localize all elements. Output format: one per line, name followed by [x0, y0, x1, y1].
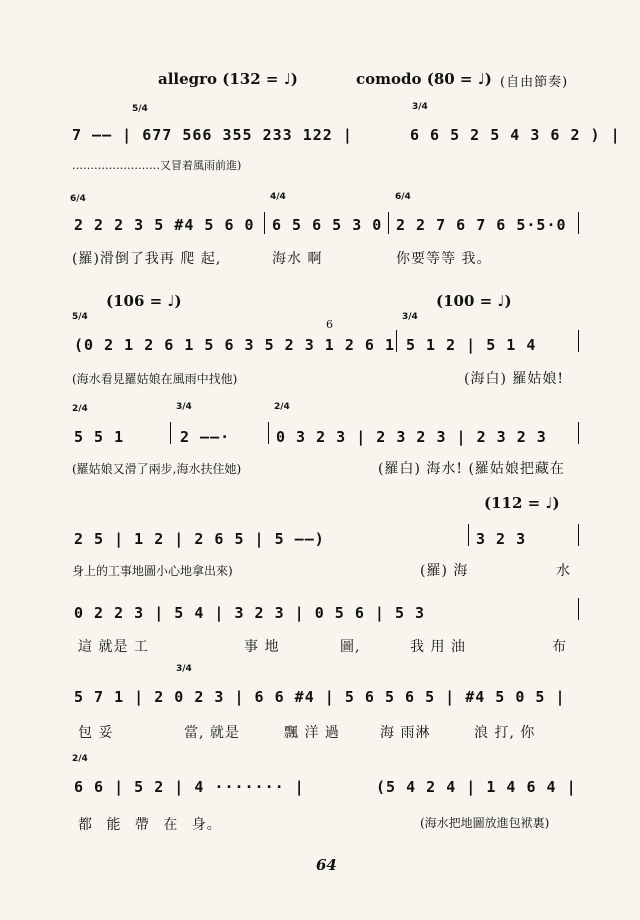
tempo-106: (106 = ♩): [106, 292, 182, 310]
notation-line-4a: 5 5 1: [74, 428, 125, 446]
time-signature: 3/4: [176, 402, 192, 412]
stage-direction-1: ……………………又冒着風雨前進): [72, 159, 242, 172]
bar-line: [264, 212, 265, 234]
lyric-line-6a: 這 就是 工: [78, 639, 149, 655]
notation-line-1b: 6 6 5 2 5 4 3 6 2 ) |: [410, 126, 621, 144]
notation-line-7: 5 7 1 | 2 0 2 3 | 6 6 #4 | 5 6 5 6 5 | #4 5 0 5 |: [74, 688, 566, 706]
lyric-line-5b: (羅) 海: [420, 563, 469, 579]
time-signature: 5/4: [132, 104, 148, 114]
lyric-line-2b: 海水 啊: [272, 251, 323, 267]
lyric-line-6e: 布: [552, 639, 567, 655]
lyric-line-6c: 圖,: [340, 639, 361, 655]
bar-line: [578, 212, 579, 234]
stage-direction-5: 身上的工事地圖小心地拿出來): [72, 564, 233, 578]
notation-line-2a: 2 2 2 3 5 #4 5 6 0: [74, 216, 255, 234]
time-signature: 3/4: [402, 312, 418, 322]
lyric-line-3b: (海白) 羅姑娘!: [464, 371, 564, 387]
time-signature: 4/4: [270, 192, 286, 202]
notation-line-4c: 0 3 2 3 | 2 3 2 3 | 2 3 2 3: [276, 428, 547, 446]
notation-line-8b: (5 4 2 4 | 1 4 6 4 |: [376, 778, 577, 796]
notation-line-8a: 6 6 | 5 2 | 4 ······· |: [74, 778, 305, 796]
time-signature: 3/4: [176, 664, 192, 674]
time-signature: 2/4: [274, 402, 290, 412]
time-signature: 2/4: [72, 404, 88, 414]
bar-line: [170, 422, 171, 444]
lyric-line-2a: (羅)滑倒了我再 爬 起,: [72, 251, 222, 267]
notation-line-5b: 3 2 3: [476, 530, 527, 548]
time-signature: 6/4: [70, 194, 86, 204]
bar-line: [396, 330, 397, 352]
tempo-100: (100 = ♩): [436, 292, 512, 310]
notation-line-6: 0 2 2 3 | 5 4 | 3 2 3 | 0 5 6 | 5 3: [74, 604, 426, 622]
lyric-line-7a: 包 妥: [78, 725, 114, 741]
lyric-line-6d: 我 用 油: [410, 639, 466, 655]
stage-direction-8: (海水把地圖放進包袱裏): [420, 816, 550, 830]
bar-line: [388, 212, 389, 234]
time-signature: 3/4: [412, 102, 428, 112]
stage-direction-4: (羅姑娘又滑了兩步,海水扶住她): [72, 462, 242, 476]
bar-line: [578, 422, 579, 444]
notation-line-2b: 6 5 6 5 3 0: [272, 216, 383, 234]
bar-line: [578, 598, 579, 620]
lyric-line-7b: 當, 就是: [184, 725, 240, 741]
lyric-line-6b: 事 地: [244, 639, 280, 655]
bar-line: [268, 422, 269, 444]
lyric-line-2c: 你要等等 我。: [396, 251, 492, 267]
notation-line-5a: 2 5 | 1 2 | 2 6 5 | 5 ——): [74, 530, 325, 548]
lyric-line-8a: 都 能 帶 在 身。: [78, 817, 222, 833]
lyric-line-7d: 海 雨淋: [380, 725, 431, 741]
lyric-line-4b: (羅白) 海水! (羅姑娘把藏在: [378, 461, 565, 477]
time-signature: 5/4: [72, 312, 88, 322]
tempo-free-rhythm: (自由節奏): [500, 75, 569, 90]
notation-line-3b: 5 1 2 | 5 1 4: [406, 336, 537, 354]
lyric-line-7c: 飄 洋 過: [284, 725, 340, 741]
notation-line-4b: 2 ——·: [180, 428, 231, 446]
tempo-112: (112 = ♩): [484, 494, 560, 512]
time-signature: 6/4: [395, 192, 411, 202]
notation-line-2c: 2 2 7 6 7 6 5·5·0: [396, 216, 567, 234]
bar-line: [578, 330, 579, 352]
lyric-line-5c: 水: [556, 563, 571, 579]
time-signature: 2/4: [72, 754, 88, 764]
notation-line-1a: 7 —— | 677 566 355 233 122 |: [72, 126, 353, 144]
bar-line: [468, 524, 469, 546]
notation-line-3a: (0 2 1 2 6 1 5 6 3 5 2 3 1 2 6 1: [74, 336, 395, 354]
stage-direction-3: (海水看見羅姑娘在風雨中找他): [72, 372, 238, 386]
lyric-line-7e: 浪 打, 你: [474, 725, 536, 741]
page-number: 64: [316, 856, 337, 874]
tempo-allegro: allegro (132 = ♩): [158, 70, 298, 88]
triplet-mark: 6: [326, 318, 333, 331]
bar-line: [578, 524, 579, 546]
tempo-comodo: comodo (80 = ♩): [356, 70, 492, 88]
